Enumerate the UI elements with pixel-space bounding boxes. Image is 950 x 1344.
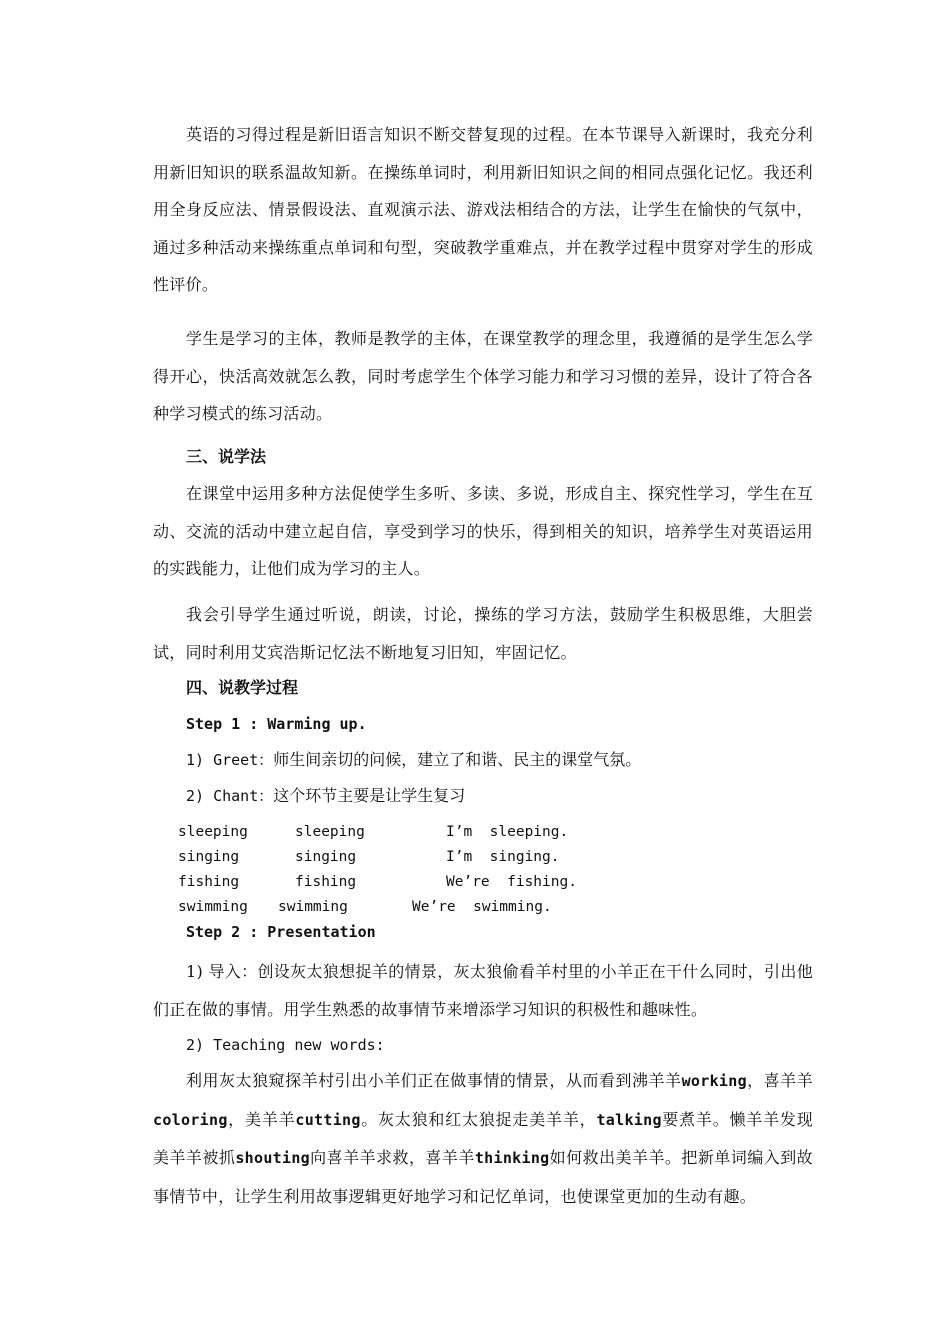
chant-row1-col1: sleeping <box>178 824 248 840</box>
words-text-6: 向喜羊羊求救，喜羊羊 <box>310 1148 475 1167</box>
words-text-2: ，喜羊羊 <box>746 1071 813 1090</box>
paragraph-guidance: 我会引导学生通过听说，朗读，讨论，操练的学习方法，鼓励学生积极思维，大胆尝试，同时利用艾宾浩斯记忆法不断地复习旧知，牢固记忆。 <box>153 605 813 662</box>
word-cutting: cutting <box>295 1110 361 1129</box>
words-text-3: ，美羊羊 <box>227 1109 296 1129</box>
chant-label: 2) Chant： <box>186 787 274 805</box>
word-talking: talking <box>596 1110 662 1129</box>
chant-item <box>186 786 465 806</box>
words-text-5: 要煮羊。懒羊羊发现美羊羊被抓 <box>153 1109 814 1167</box>
paragraph-learning-method: 在课堂中运用多种方法促使学生多听、多读、多说，形成自主、探究性学习，学生在互动、交流的活动中建立起自信，享受到学习的快乐，得到相关的知识，培养学生对英语运用的实践能力，让他们成为学习的主人。 <box>153 484 813 578</box>
chant-text: 这个环节主要是让学生复习 <box>273 786 466 805</box>
greet-item <box>186 750 641 770</box>
words-text-4: 。灰太狼和红太狼捉走美羊羊， <box>360 1109 597 1129</box>
paragraph-student-centered: 学生是学习的主体，教师是教学的主体，在课堂教学的理念里，我遵循的是学生怎么学得开心，快活高效就怎么教，同时考虑学生个体学习能力和学习习惯的差异，设计了符合各种学习模式的练习活动。 <box>153 329 813 423</box>
greet-label: 1) Greet： <box>186 751 274 769</box>
section-heading-learning-method: 三、说学法 <box>186 447 267 466</box>
word-shouting: shouting <box>235 1149 310 1167</box>
paragraph-method-summary: 英语的习得过程是新旧语言知识不断交替复现的过程。在本节课导入新课时，我充分利用新旧知识的联系温故知新。在操练单词时，利用新旧知识之间的相同点强化记忆。我还利用全身反应法、情景假设法、直观演示法、游戏法相结合的方法，让学生在愉快的气氛中，通过多种活动来操练重点单词和句型，突破教学重难点，并在教学过程中贯穿对学生的形成性评价。 <box>153 125 813 294</box>
paragraph-new-words <box>153 1062 813 1215</box>
words-text-1: 利用灰太狼窥探羊村引出小羊们正在做事情的情景，从而看到沸羊羊 <box>186 1071 682 1090</box>
chant-row1-col3: I’m sleeping. <box>446 824 569 840</box>
step1-heading: Step 1 : Warming up. <box>186 715 367 733</box>
word-working: working <box>681 1072 747 1090</box>
chant-row2-col1: singing <box>178 849 240 865</box>
chant-row1-col2: sleeping <box>295 824 365 840</box>
paragraph-intro: 1) 导入：创设灰太狼想捉羊的情景，灰太狼偷看羊村里的小羊正在干什么同时，引出他们正在做的事情。用学生熟悉的故事情节来增添学习知识的积极性和趣味性。 <box>153 962 813 1019</box>
chant-row4-col3: We’re swimming. <box>412 899 552 915</box>
chant-row3-col1: fishing <box>178 874 240 890</box>
teaching-new-words-label: 2) Teaching new words: <box>186 1036 385 1054</box>
chant-row4-col2: swimming <box>278 899 348 915</box>
chant-row4-col1: swimming <box>178 899 248 915</box>
word-thinking: thinking <box>474 1149 550 1167</box>
section-heading-teaching-process: 四、说教学过程 <box>186 678 299 697</box>
step2-heading: Step 2 : Presentation <box>186 923 376 941</box>
chant-row3-col3: We’re fishing. <box>446 874 577 890</box>
chant-row2-col2: singing <box>295 849 357 865</box>
chant-row3-col2: fishing <box>295 874 357 890</box>
greet-text: 师生间亲切的问候，建立了和谐、民主的课堂气氛。 <box>273 750 642 769</box>
words-text-7: 如何救出美羊羊。把新单词编入到故事情节中，让学生利用故事逻辑更好地学习和记忆单词，也使课堂更加的生动有趣。 <box>153 1148 813 1206</box>
word-coloring: coloring <box>153 1110 228 1129</box>
chant-row2-col3: I’m singing. <box>446 849 560 865</box>
